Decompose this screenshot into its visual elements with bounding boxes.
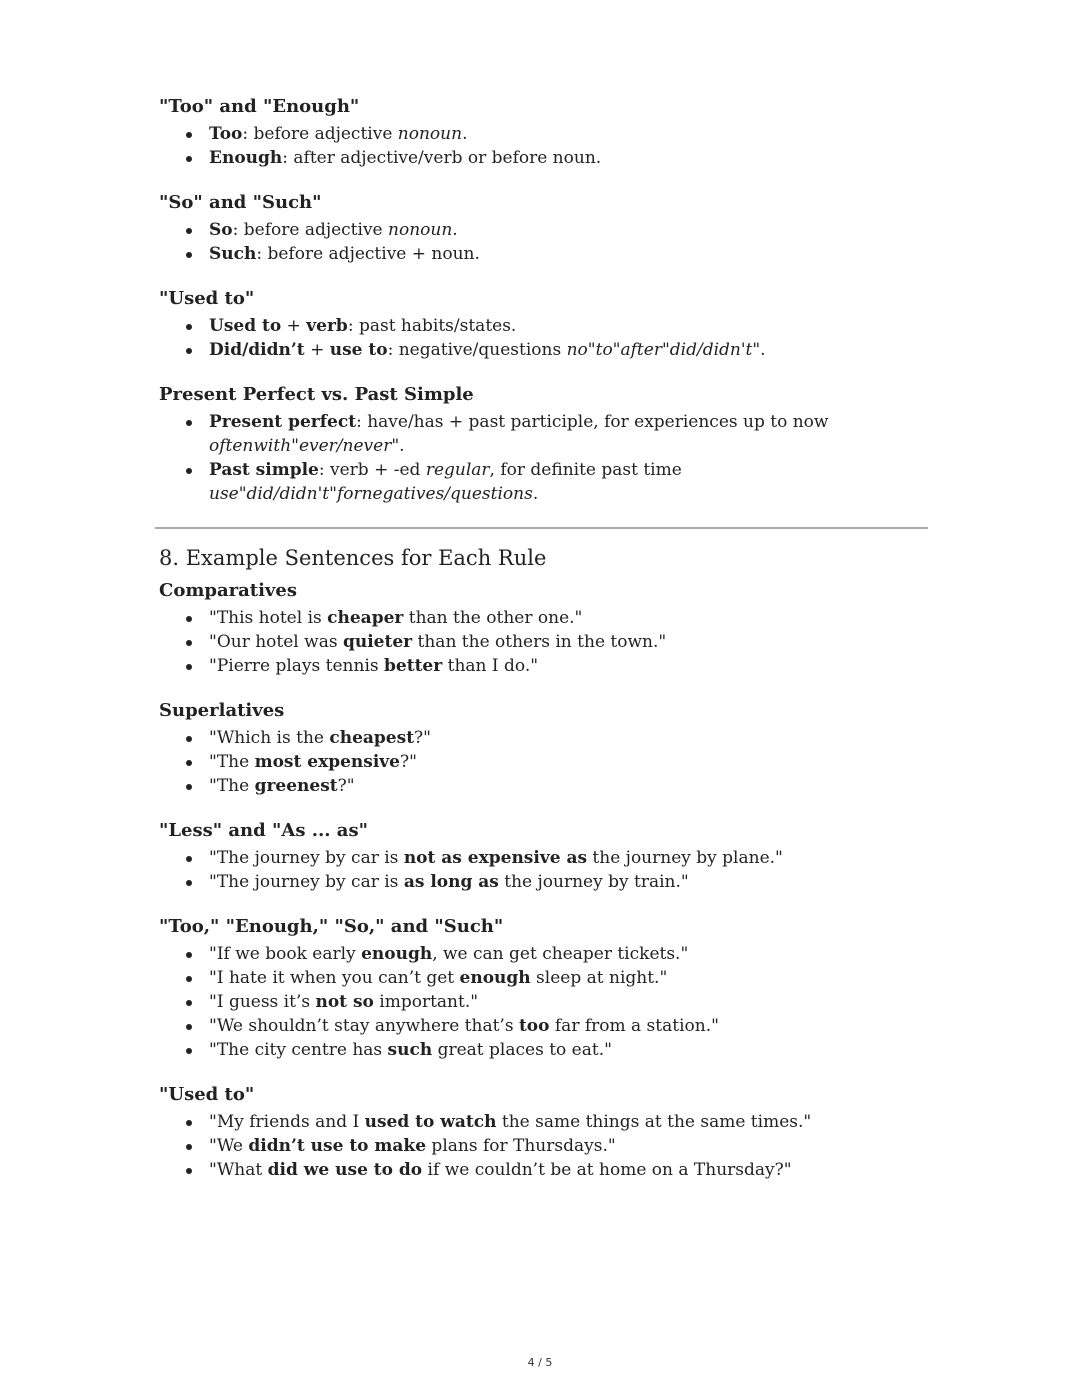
list-item: [209, 966, 924, 990]
list-item: [209, 458, 924, 506]
bold-text: most expensive: [254, 752, 400, 772]
page-number: 4 / 5: [527, 1356, 553, 1369]
list-item: [209, 146, 924, 170]
text: ?": [337, 776, 355, 796]
subsection-heading: Comparatives: [159, 580, 297, 601]
subsection-heading: "Less" and "As ... as": [159, 820, 368, 841]
bullet-list: [159, 122, 924, 170]
bullet-list: [159, 846, 924, 894]
bold-text: quieter: [342, 632, 413, 652]
bold-text: as long as: [403, 872, 499, 892]
bold-text: Used to: [209, 316, 282, 336]
text: if we couldn’t be at home on a Thursday?": [422, 1160, 792, 1180]
text: "We shouldn’t stay anywhere that’s: [209, 1016, 519, 1036]
text: far from a station.": [549, 1016, 719, 1036]
list-item: [209, 218, 924, 242]
text: great places to eat.": [432, 1040, 612, 1060]
list-item: [209, 1038, 924, 1062]
text: : before adjective: [232, 220, 389, 240]
text: than I do.": [442, 656, 539, 676]
text: ?": [399, 752, 417, 772]
subsection-heading: "Used to": [159, 1084, 255, 1105]
bold-text: So: [209, 220, 233, 240]
list-item: [209, 314, 924, 338]
italic-math-text: nonoun: [388, 220, 453, 240]
text: +: [304, 340, 330, 360]
italic-math-text: oftenwith"ever/never": [209, 436, 400, 456]
bold-text: verb: [306, 316, 348, 336]
text: "The journey by car is: [209, 872, 404, 892]
list-item: [209, 410, 924, 458]
bullet-list: [159, 218, 924, 266]
bullet-list: [159, 1110, 924, 1182]
bold-text: Enough: [209, 148, 283, 168]
bullet-list: [159, 726, 924, 798]
bold-text: Such: [209, 244, 257, 264]
list-item: [209, 774, 924, 798]
subsection-heading: Superlatives: [159, 700, 285, 721]
bold-text: did we use to do: [267, 1160, 423, 1180]
document-page: [159, 95, 924, 1203]
bold-text: enough: [459, 968, 531, 988]
bold-text: Too: [209, 124, 243, 144]
text: "This hotel is: [209, 608, 328, 628]
list-item: [209, 242, 924, 266]
text: than the others in the town.": [412, 632, 667, 652]
bold-text: greenest: [254, 776, 338, 796]
section-heading: "Too" and "Enough": [159, 96, 360, 117]
list-item: [209, 846, 924, 870]
text: "I guess it’s: [209, 992, 316, 1012]
bold-text: used to watch: [364, 1112, 497, 1132]
list-item: [209, 338, 924, 362]
text: the journey by plane.": [587, 848, 783, 868]
list-item: [209, 606, 924, 630]
text: .: [452, 220, 458, 240]
bullet-list: [159, 314, 924, 362]
text: : before adjective + noun.: [256, 244, 480, 264]
text: .: [760, 340, 766, 360]
text: "What: [209, 1160, 268, 1180]
section-heading: "So" and "Such": [159, 192, 322, 213]
italic-math-text: nonoun: [397, 124, 463, 144]
italic-math-text: no"to"after"did/didn't": [566, 340, 761, 360]
bold-text: Did/didn’t: [209, 340, 305, 360]
subsection-heading: "Too," "Enough," "So," and "Such": [159, 916, 504, 937]
italic-math-text: regular: [425, 460, 490, 480]
text: "The city centre has: [209, 1040, 388, 1060]
bullet-list: [159, 942, 924, 1062]
list-item: [209, 1134, 924, 1158]
text: ?": [414, 728, 431, 748]
text: : past habits/states.: [347, 316, 517, 336]
text: "The: [209, 776, 255, 796]
text: .: [532, 484, 539, 504]
text: "We: [209, 1136, 249, 1156]
text: "The: [209, 752, 255, 772]
text: important.": [373, 992, 479, 1012]
bold-text: cheaper: [327, 608, 404, 628]
text: : have/has + past participle, for experiences up to now: [356, 412, 829, 432]
text: plans for Thursdays.": [426, 1136, 616, 1156]
text: the same things at the same times.": [496, 1112, 812, 1132]
bold-text: too: [518, 1016, 550, 1036]
text: "I hate it when you can’t get: [209, 968, 460, 988]
bold-text: didn’t use to make: [248, 1136, 427, 1156]
section-heading: Present Perfect vs. Past Simple: [159, 384, 474, 405]
text: the journey by train.": [498, 872, 689, 892]
list-item: [209, 1110, 924, 1134]
text: : verb + -ed: [318, 460, 426, 480]
text: , for definite past time: [489, 460, 682, 480]
text: than the other one.": [403, 608, 583, 628]
text: , we can get cheaper tickets.": [432, 944, 689, 964]
bold-text: use to: [329, 340, 388, 360]
bold-text: cheapest: [329, 728, 415, 748]
text: : after adjective/verb or before noun.: [282, 148, 602, 168]
section-heading: "Used to": [159, 288, 255, 309]
bullet-list: [159, 606, 924, 678]
text: "The journey by car is: [209, 848, 404, 868]
list-item: [209, 750, 924, 774]
list-item: [209, 1158, 924, 1182]
list-item: [209, 1014, 924, 1038]
bold-text: not so: [315, 992, 374, 1012]
list-item: [209, 654, 924, 678]
text: sleep at night.": [530, 968, 668, 988]
list-item: [209, 942, 924, 966]
text: "Our hotel was: [209, 632, 343, 652]
section-title: 8. Example Sentences for Each Rule: [159, 546, 547, 570]
divider: [155, 527, 928, 529]
list-item: [209, 990, 924, 1014]
text: "If we book early: [209, 944, 362, 964]
list-item: [209, 630, 924, 654]
text: .: [462, 124, 468, 144]
text: "Pierre plays tennis: [209, 656, 385, 676]
text: "Which is the: [209, 728, 330, 748]
text: : before adjective: [242, 124, 398, 144]
text: .: [399, 436, 405, 456]
list-item: [209, 122, 924, 146]
bold-text: not as expensive as: [403, 848, 588, 868]
bold-text: better: [384, 656, 443, 676]
text: +: [281, 316, 307, 336]
bullet-list: [159, 410, 924, 506]
bold-text: Present perfect: [209, 412, 357, 432]
text: "My friends and I: [209, 1112, 365, 1132]
list-item: [209, 870, 924, 894]
text: : negative/questions: [387, 340, 567, 360]
italic-math-text: use"did/didn't"fornegatives/questions: [209, 484, 533, 504]
bold-text: such: [387, 1040, 433, 1060]
bold-text: enough: [361, 944, 433, 964]
bold-text: Past simple: [209, 460, 319, 480]
list-item: [209, 726, 924, 750]
